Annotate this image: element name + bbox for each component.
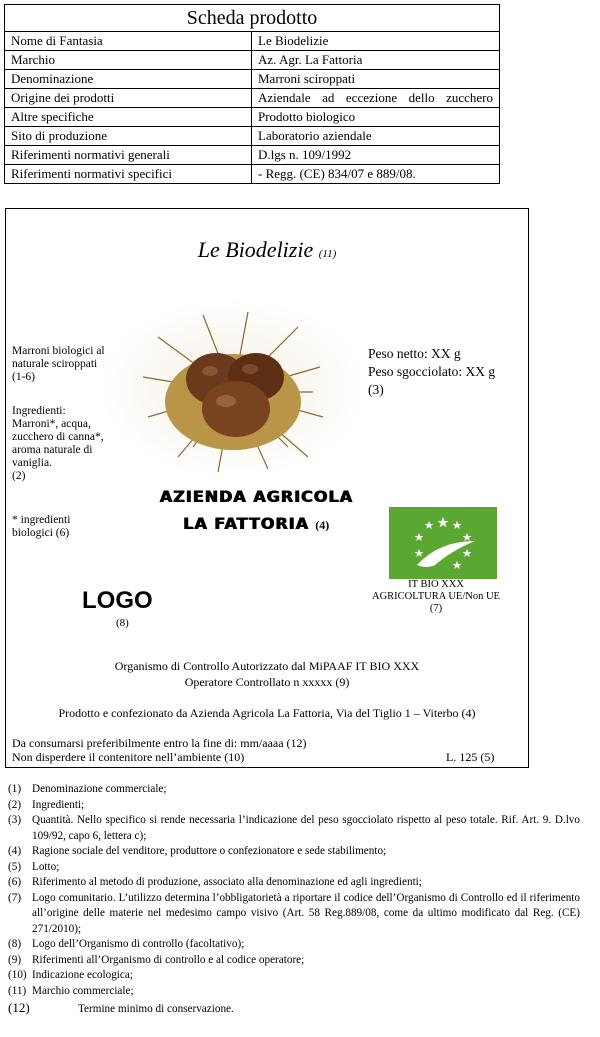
footnote-text: Logo dell’Organismo di controllo (facoltativo); <box>32 938 245 950</box>
brand-ref: (11) <box>318 248 337 260</box>
product-label <box>5 208 529 768</box>
denomination-block <box>12 345 105 384</box>
company-line-2 <box>146 510 366 539</box>
sheet-row-value: - Regg. (CE) 834/07 e 889/08. <box>252 165 500 184</box>
ingredients-line: Marroni*, acqua, <box>12 418 91 430</box>
operator-text: Operatore Controllato n xxxxx (9) <box>184 675 350 689</box>
eu-organic-leaf-icon <box>389 507 497 579</box>
sheet-row-label: Denominazione <box>5 70 252 89</box>
ingredients-line: aroma naturale di <box>12 444 93 456</box>
sheet-row <box>5 51 500 70</box>
footnote-item <box>8 782 580 798</box>
sheet-row <box>5 32 500 51</box>
sheet-row-value: Le Biodelizie <box>252 32 500 51</box>
chestnut-illustration <box>98 297 368 479</box>
footnote-number: (8) <box>8 938 22 950</box>
denomination-line: Marroni biologici al <box>12 345 105 357</box>
footnote-item <box>8 891 580 938</box>
footnote-number: (11) <box>8 984 27 997</box>
company-line: AZIENDA AGRICOLA <box>159 487 353 506</box>
control-body-text: Organismo di Controllo Autorizzato dal MiPAAF IT BIO XXX <box>114 659 420 673</box>
bio-note-line: biologici (6) <box>12 527 70 539</box>
producer-text: Prodotto e confezionato da Azienda Agricola La Fattoria, Via del Tiglio 1 – Viterbo (4) <box>58 706 476 720</box>
ingredients-line: Ingredienti: <box>12 405 66 417</box>
footnote-number: (12) <box>8 1000 30 1015</box>
sheet-row-label: Altre specifiche <box>5 108 252 127</box>
denomination-line: (1-6) <box>12 371 35 383</box>
lot-number: L. 125 (5) <box>446 750 495 764</box>
company-name <box>146 483 366 539</box>
footnote-number: (4) <box>8 845 22 857</box>
footnote-text: Ingredienti; <box>32 798 85 811</box>
eu-leaf-stars-icon <box>389 507 497 579</box>
sheet-row-label: Riferimenti normativi specifici <box>5 165 252 184</box>
sheet-row-value: Marroni sciroppati <box>252 70 500 89</box>
net-weight: Peso netto: XX g <box>368 346 461 361</box>
footnote-text: Riferimenti all’Organismo di controllo e al codice operatore; <box>32 953 305 966</box>
footnote-text: Lotto; <box>32 860 60 873</box>
sheet-row-value: Laboratorio aziendale <box>252 127 500 146</box>
eu-origin: AGRICOLTURA UE/Non UE <box>372 591 500 602</box>
footnote-number: (7) <box>8 891 22 904</box>
footnote-item <box>8 937 580 953</box>
sheet-row-value: Aziendale ad eccezione dello zucchero <box>252 89 500 108</box>
footnote-text: Termine minimo di conservazione. <box>78 1003 234 1015</box>
sheet-row <box>5 89 500 108</box>
footnote-text: Logo comunitario. L’utilizzo determina l’obbligatorietà a riportare il codice dell’Organismo di Controllo ed il riferimento all’origine delle materie nel medesimo campo visivo (Art. 58 Reg.889/08, come da ultimo modificato dal Reg. (CE) 271/2010); <box>32 891 580 935</box>
footnote-item <box>8 968 580 984</box>
footnote-item <box>8 813 580 844</box>
footnote-text: Ragione sociale del venditore, produttore o confezionatore e sede stabilimento; <box>32 845 387 857</box>
sheet-row-label: Sito di produzione <box>5 127 252 146</box>
eu-organic-code <box>356 579 516 615</box>
ingredients-line: vaniglia. <box>12 457 52 469</box>
company-line: LA FATTORIA <box>182 514 309 533</box>
footnote-number: (9) <box>8 953 22 966</box>
brand-name: Le Biodelizie <box>197 237 314 262</box>
bio-note-block <box>12 514 70 540</box>
sheet-row-value: Az. Agr. La Fattoria <box>252 51 500 70</box>
eu-ref: (7) <box>429 603 443 614</box>
footnote-item <box>8 860 580 876</box>
sheet-title-row <box>5 5 500 32</box>
footnote-text: Riferimento al metodo di produzione, associato alla denominazione ed agli ingredienti; <box>32 876 422 888</box>
footnote-item <box>8 953 580 969</box>
footnote-item <box>8 999 580 1018</box>
denomination-line: naturale sciroppati <box>12 358 98 370</box>
ingredients-line: (2) <box>12 470 26 482</box>
logo-ref: (8) <box>116 617 129 629</box>
brand-title <box>6 237 528 263</box>
control-body-logo: LOGO <box>82 587 153 614</box>
ingredients-line: zucchero di canna*, <box>12 431 104 443</box>
footnote-text: Denominazione commerciale; <box>32 783 167 795</box>
sheet-row <box>5 165 500 184</box>
sheet-title: Scheda prodotto <box>5 5 500 32</box>
footnote-item <box>8 844 580 860</box>
sheet-row-value: Prodotto biologico <box>252 108 500 127</box>
eu-code: IT BIO XXX <box>408 579 464 590</box>
sheet-row <box>5 108 500 127</box>
footnote-number: (2) <box>8 798 22 811</box>
sheet-row-label: Marchio <box>5 51 252 70</box>
footnote-number: (6) <box>8 876 22 888</box>
sheet-row <box>5 146 500 165</box>
sheet-row-label: Riferimenti normativi generali <box>5 146 252 165</box>
footnotes-list <box>8 782 580 1018</box>
sheet-row-value: D.lgs n. 109/1992 <box>252 146 500 165</box>
best-before-text: Da consumarsi preferibilmente entro la fine di: mm/aaaa (12) <box>12 736 307 750</box>
footnote-text: Quantità. Nello specifico si rende necessaria l’indicazione del peso sgocciolato rispetto al peso totale. Rif. Art. 9. D.lvo 109/92, capo 6, lettera c); <box>32 814 580 842</box>
footnote-text: Marchio commerciale; <box>32 984 134 997</box>
footnote-text: Indicazione ecologica; <box>32 969 133 981</box>
eco-text: Non disperdere il contenitore nell’ambiente (10) <box>12 750 245 764</box>
bio-note-line: * ingredienti <box>12 514 71 526</box>
footnote-item <box>8 798 580 814</box>
drained-weight: Peso sgocciolato: XX g <box>368 364 496 379</box>
footnote-item <box>8 984 580 1000</box>
sheet-row <box>5 70 500 89</box>
footnote-item <box>8 875 580 891</box>
sheet-row-label: Origine dei prodotti <box>5 89 252 108</box>
footnote-number: (10) <box>8 969 27 981</box>
chestnut-image <box>98 297 368 479</box>
weight-ref: (3) <box>368 382 384 397</box>
footnote-number: (5) <box>8 860 22 873</box>
sheet-row-label: Nome di Fantasia <box>5 32 252 51</box>
footnote-number: (1) <box>8 783 22 795</box>
company-ref: (4) <box>315 518 330 532</box>
sheet-row <box>5 127 500 146</box>
weight-block <box>368 345 495 399</box>
ingredients-block <box>12 405 104 483</box>
footnote-number: (3) <box>8 814 22 826</box>
product-sheet-table <box>4 4 500 184</box>
